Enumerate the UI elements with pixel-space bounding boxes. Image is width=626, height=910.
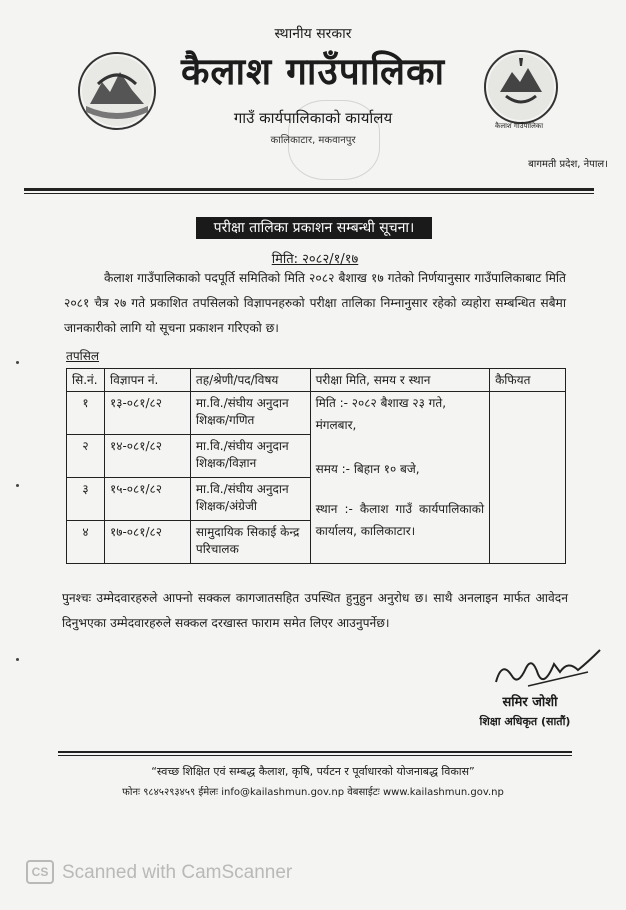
col-schedule: परीक्षा मिति, समय र स्थान: [310, 369, 490, 392]
row-sn: २: [67, 435, 105, 478]
remarks-cell: [490, 392, 566, 564]
emblem-label: कैलाश गाउँपालिका: [494, 122, 544, 130]
camscanner-icon: CS: [26, 860, 54, 884]
col-ad-no: विज्ञापन नं.: [104, 369, 190, 392]
footnote-text: पुनश्चः उम्मेदवारहरुले आफ्नो सक्कल कागजातसहित उपस्थित हुनुहुन अनुरोध छ। साथै अनलाइन मार्फत आवेदन दिनुभएका उम्मेदवारहरुले सक्कल दरखास्त फाराम समेत लिएर आउनुपर्नेछ।: [62, 591, 568, 630]
row-ad-no: १४-०८१/८२: [104, 435, 190, 478]
scan-speck: [16, 361, 19, 364]
row-sn: १: [67, 392, 105, 435]
header-divider: [24, 188, 594, 191]
notice-date: मिति: २०८२/१/१७: [271, 252, 359, 267]
notice-paragraph: कैलाश गाउँपालिकाको पदपूर्ति समितिको मिति २०८२ बैशाख १७ गतेको निर्णयानुसार गाउँपालिकाबाट मिति २०८१ चैत्र २७ गते प्रकाशित तपसिलको विज्ञापनहरुको परीक्षा तालिका निम्नानुसार रहेको व्यहोरा सम्बन्धित सबैमा जानकारीको लागि यो सूचना प्रकाशन गरिएको छ।: [64, 271, 566, 335]
header-divider-thin: [24, 193, 594, 194]
scan-speck: [16, 484, 19, 487]
row-sn: ४: [67, 521, 105, 564]
col-remarks: कैफियत: [490, 369, 566, 392]
nepal-emblem-icon: [484, 50, 558, 124]
schedule-cell: [310, 392, 490, 564]
government-label: स्थानीय सरकार: [274, 26, 352, 42]
office-name: गाउँ कार्यपालिकाको कार्यालय: [233, 109, 393, 127]
notice-headline: परीक्षा तालिका प्रकाशन सम्बन्धी सूचना।: [196, 217, 432, 239]
camscanner-watermark: [26, 860, 426, 884]
signatory-name: समिर जोशी: [502, 695, 558, 710]
tapsil-label: तपसिल: [66, 349, 100, 363]
exam-schedule-table: [66, 368, 566, 564]
row-ad-no: १३-०८१/८२: [104, 392, 190, 435]
signatory-title: शिक्षा अधिकृत (सातौं): [479, 715, 571, 728]
table-row: [67, 392, 566, 435]
scan-speck: [16, 658, 19, 661]
schedule-time: समय :- बिहान १० बजे,: [315, 462, 420, 476]
footer-divider-thin: [58, 755, 572, 756]
col-sn: सि.नं.: [67, 369, 105, 392]
row-post: सामुदायिक सिकाई केन्द्र परिचालक: [190, 521, 310, 564]
row-ad-no: १७-०८१/८२: [104, 521, 190, 564]
row-sn: ३: [67, 478, 105, 521]
watermark-text: Scanned with CamScanner: [62, 862, 293, 883]
schedule-place: स्थान :- कैलाश गाउँ कार्यपालिकाको कार्यालय, कालिकाटार।: [315, 502, 485, 538]
row-post: मा.वि./संघीय अनुदान शिक्षक/विज्ञान: [190, 435, 310, 478]
schedule-date: मिति :- २०८२ बैशाख २३ गते, मंगलबार,: [315, 396, 447, 432]
row-post: मा.वि./संघीय अनुदान शिक्षक/अंग्रेजी: [190, 478, 310, 521]
province-label: बागमती प्रदेश, नेपाल।: [528, 159, 608, 170]
office-address: कालिकाटार, मकवानपुर: [270, 135, 356, 146]
row-post: मा.वि./संघीय अनुदान शिक्षक/गणित: [190, 392, 310, 435]
col-post: तह/श्रेणी/पद/विषय: [190, 369, 310, 392]
table-header-row: [67, 369, 566, 392]
municipality-title: कैलाश गाउँपालिका: [180, 50, 446, 93]
footer-divider: [58, 751, 572, 753]
footer-slogan: “स्वच्छ शिक्षित एवं सम्बद्ध कैलाश, कृषि, पर्यटन र पूर्वाधारको योजनाबद्ध विकास”: [151, 765, 475, 778]
row-ad-no: १५-०८१/८२: [104, 478, 190, 521]
footer-contact: फोनः ९८४५२९३४५९ ईमेलः info@kailashmun.gov.np वेबसाईटः www.kailashmun.gov.np: [122, 787, 504, 798]
